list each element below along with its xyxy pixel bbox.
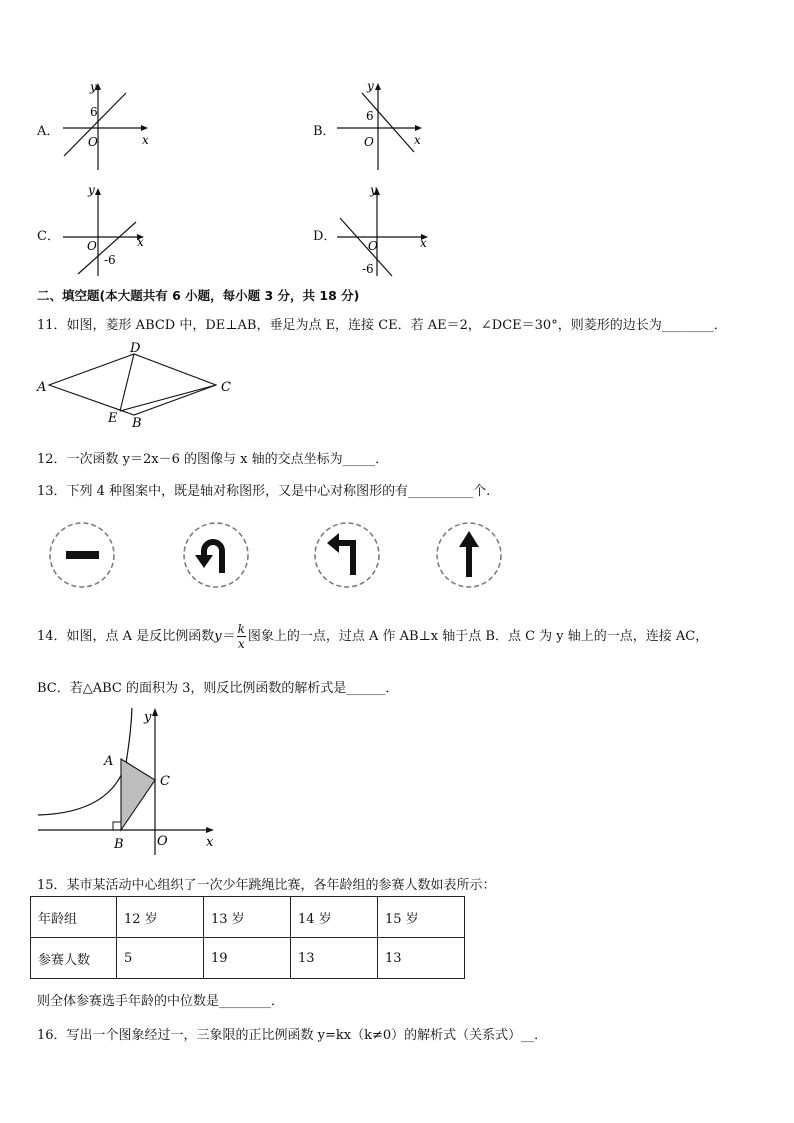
table-cell: 13 — [291, 938, 378, 979]
q14-text-after: 图象上的一点，过点 A 作 AB⊥x 轴于点 B．点 C 为 y 轴上的一点，连接 AC， — [247, 629, 709, 644]
option-a-label: A． — [37, 124, 60, 139]
origin-label: O — [368, 239, 378, 253]
point-c-label: C — [221, 380, 231, 395]
origin-label: O — [364, 135, 374, 149]
origin-label: O — [87, 239, 97, 253]
point-a-label: A — [104, 754, 114, 769]
option-b-graph — [332, 78, 427, 174]
intercept-label: -6 — [362, 262, 374, 276]
option-c-label: C． — [37, 229, 60, 244]
question-15-after: 则全体参赛选手年龄的中位数是________． — [37, 994, 285, 1009]
u-turn-arrow-icon — [195, 555, 213, 568]
table-row — [31, 938, 465, 979]
q14-func-y: y＝ — [214, 629, 235, 644]
x-arrow-icon — [206, 827, 214, 833]
option-d-graph — [332, 182, 432, 278]
question-11-text: 11．如图，菱形 ABCD 中，DE⊥AB，垂足为点 E，连接 CE．若 AE＝2，∠DCE＝30°，则菱形的边长为________． — [37, 318, 727, 333]
x-arrow-icon — [141, 125, 148, 131]
point-c-label: C — [160, 774, 170, 789]
up-arrow-icon — [459, 531, 479, 547]
x-label: x — [206, 835, 214, 850]
intercept-label: 6 — [90, 105, 98, 119]
point-b-label: B — [114, 837, 124, 852]
table-cell: 12 岁 — [117, 897, 204, 938]
table-cell: 15 岁 — [378, 897, 465, 938]
q14-fraction: $\frac{k}{x}$ — [237, 622, 245, 651]
age-table — [30, 896, 465, 979]
origin-label: O — [157, 834, 168, 849]
left-turn-arrow-icon — [327, 533, 339, 553]
intercept-label: -6 — [104, 253, 116, 267]
y-label: y — [90, 80, 97, 94]
hyperbola-figure — [36, 703, 226, 858]
question-15-text: 15．某市某活动中心组织了一次少年跳绳比赛，各年龄组的参赛人数如表所示： — [37, 878, 496, 893]
question-14-line-1 — [37, 622, 708, 651]
rhombus-figure — [34, 340, 244, 432]
question-16-text: 16．写出一个图象经过一，三象限的正比例函数 y=kx（k≠0）的解析式（关系式）__． — [37, 1028, 548, 1043]
question-13-text: 13．下列 4 种图案中，既是轴对称图形，又是中心对称图形的有__________个. — [37, 484, 491, 499]
y-label: y — [88, 183, 95, 197]
section-heading: 二、填空题(本大题共有 6 小题，每小题 3 分，共 18 分) — [37, 288, 360, 303]
q14-text-before: 14．如图，点 A 是反比例函数 — [37, 629, 215, 644]
intercept-label: 6 — [366, 109, 374, 123]
y-arrow-icon — [152, 708, 158, 716]
right-angle-mark — [113, 822, 121, 830]
table-row — [31, 897, 465, 938]
option-b-label: B． — [313, 124, 336, 139]
bar-icon — [66, 551, 99, 559]
triangle-abc — [121, 759, 155, 830]
option-d-label: D． — [313, 229, 337, 244]
origin-label: O — [88, 135, 98, 149]
table-cell: 13 — [378, 938, 465, 979]
rhombus-outline — [49, 354, 216, 415]
point-d-label: D — [130, 341, 141, 356]
sign-2-u-turn — [182, 521, 250, 589]
x-label: x — [137, 235, 144, 249]
table-cell: 年龄组 — [31, 897, 117, 938]
point-b-label: B — [132, 416, 142, 431]
option-a-graph — [58, 78, 153, 174]
y-label: y — [370, 183, 377, 197]
y-label: y — [144, 710, 152, 725]
y-label: y — [367, 79, 374, 93]
x-label: x — [420, 236, 427, 250]
table-cell: 13 岁 — [204, 897, 291, 938]
sign-3-left-turn — [313, 521, 381, 589]
question-14-line-2: BC．若△ABC 的面积为 3，则反比例函数的解析式是______． — [37, 681, 399, 696]
question-12-text: 12．一次函数 y＝2x－6 的图像与 x 轴的交点坐标为_____． — [37, 452, 389, 467]
table-cell: 14 岁 — [291, 897, 378, 938]
x-arrow-icon — [415, 125, 422, 131]
point-a-label: A — [37, 380, 47, 395]
sign-1-no-entry — [48, 521, 116, 589]
segment-de — [120, 354, 134, 411]
y-arrow-icon — [375, 83, 381, 90]
x-label: x — [414, 133, 421, 147]
x-label: x — [142, 133, 149, 147]
table-cell: 参赛人数 — [31, 938, 117, 979]
sign-4-straight — [435, 521, 503, 589]
table-cell: 5 — [117, 938, 204, 979]
table-cell: 19 — [204, 938, 291, 979]
option-c-graph — [58, 182, 153, 278]
segment-ce — [120, 385, 216, 411]
point-e-label: E — [108, 411, 118, 426]
y-arrow-icon — [95, 188, 101, 195]
hyperbola-curve — [38, 708, 132, 815]
